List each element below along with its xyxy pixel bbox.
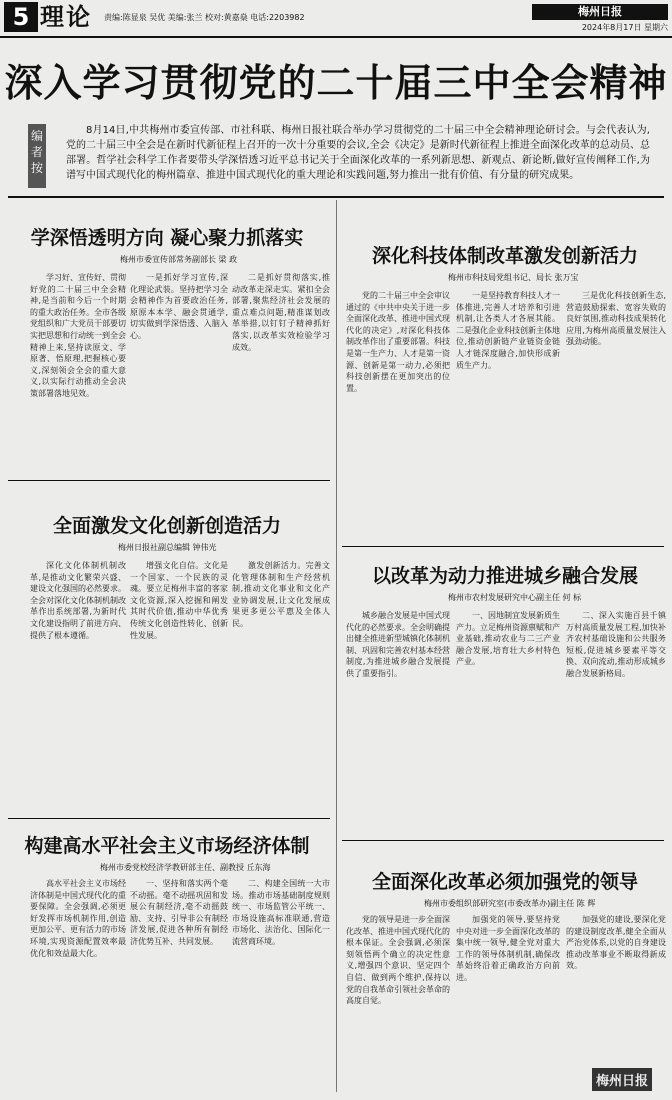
column-divider	[336, 200, 337, 1092]
paragraph: 增强文化自信。文化是一个国家、一个民族的灵魂。要立足梅州丰富的客家文化资源,深入挖掘和阐发其时代价值,推动中华优秀传统文化创造性转化、创新性发展。	[130, 561, 228, 640]
paragraph: 党的二十届三中全会审议通过的《中共中央关于进一步全面深化改革、推进中国式现代化的决定》,对深化科技体制改革作出了重要部署。科技是第一生产力、人才是第一资源、创新是第一动力,必须把科技创新摆在更加突出的位置。	[346, 291, 450, 393]
article-column	[456, 610, 560, 830]
divider	[8, 196, 664, 198]
paragraph: 城乡融合发展是中国式现代化的必然要求。全会明确提出健全推进新型城镇化体制机制、巩固和完善农村基本经营制度,为推进城乡融合发展提供了重要指引。	[346, 611, 450, 678]
paragraph: 二、构建全国统一大市场。推动市场基础制度规则统一、市场监管公平统一、市场设施高标准联通,营造市场化、法治化、国际化一流营商环境。	[232, 879, 330, 946]
paragraph: 一、因地制宜发展新质生产力。立足梅州资源禀赋和产业基础,推动农业与二三产业融合发展,培育壮大乡村特色产业。	[456, 611, 560, 667]
divider	[342, 546, 664, 547]
article-byline: 梅州日报社副总编辑 钟伟光	[118, 543, 217, 552]
article-column	[130, 878, 228, 1092]
article-column	[232, 272, 330, 472]
paragraph: 一是坚持教育科技人才一体推进,完善人才培养和引进机制,让各类人才各展其能。二是强化企业科技创新主体地位,推动创新链产业链资金链人才链深度融合,加快形成新质生产力。	[456, 291, 560, 370]
watermark-logo: 梅州日报	[592, 1068, 652, 1091]
article-column	[30, 878, 126, 1092]
article-column	[456, 914, 560, 1092]
divider	[8, 480, 330, 481]
article-column	[346, 290, 450, 540]
article-column	[30, 272, 126, 472]
article-column	[130, 272, 228, 472]
article-column	[456, 290, 560, 540]
article-title: 全面深化改革必须加强党的领导	[371, 871, 638, 893]
editor-note-label	[28, 124, 46, 188]
article-byline: 梅州市科技局党组书记、局长 张万宝	[448, 273, 579, 282]
article-column	[346, 610, 450, 830]
article-title: 深化科技体制改革激发创新活力	[371, 245, 638, 267]
paragraph: 二、深入实施百县千镇万村高质量发展工程,加快补齐农村基础设施和公共服务短板,促进城乡要素平等交换、双向流动,推动形成城乡融合发展新格局。	[566, 611, 666, 678]
article-column	[566, 290, 666, 540]
paragraph: 加强党的领导,要坚持党中央对进一步全面深化改革的集中统一领导,健全党对重大工作的领导体制机制,确保改革始终沿着正确政治方向前进。	[456, 915, 560, 982]
editor-note-char: 编	[30, 129, 43, 143]
paragraph: 高水平社会主义市场经济体制是中国式现代化的重要保障。全会强调,必须更好发挥市场机制作用,创造更加公平、更有活力的市场环境,实现资源配置效率最优化和效益最大化。	[30, 879, 126, 958]
paragraph: 一、坚持和落实两个毫不动摇。毫不动摇巩固和发展公有制经济,毫不动摇鼓励、支持、引导非公有制经济发展,促进各种所有制经济优势互补、共同发展。	[130, 879, 228, 946]
article-title: 构建高水平社会主义市场经济体制	[24, 835, 310, 857]
divider	[342, 840, 664, 841]
page-number: 5	[4, 2, 38, 32]
paragraph: 二是抓好贯彻落实,推动改革走深走实。紧扣全会部署,聚焦经济社会发展的重点难点问题,精准谋划改革举措,以钉钉子精神抓好落实,以改革实效检验学习成效。	[232, 273, 330, 352]
article-byline: 梅州市委党校经济学教研部主任、副教授 丘东海	[100, 863, 271, 872]
paragraph: 加强党的建设,要深化党的建设制度改革,健全全面从严治党体系,以党的自身建设推动改革事业不断取得新成效。	[566, 915, 666, 971]
editor-note-char: 按	[30, 161, 43, 175]
article-title: 全面激发文化创新创造活力	[52, 515, 281, 537]
article-column	[232, 560, 330, 810]
issue-date: 2024年8月17日 星期六	[581, 23, 668, 32]
article-column	[130, 560, 228, 810]
page-title: 深入学习贯彻党的二十届三中全会精神	[4, 60, 668, 105]
article-byline: 梅州市委宣传部常务副部长 梁 政	[120, 255, 238, 264]
article-column	[566, 914, 666, 1064]
article-title: 学深悟透明方向 凝心聚力抓落实	[30, 227, 304, 249]
article-byline: 梅州市农村发展研究中心副主任 何 标	[448, 593, 582, 602]
paragraph: 一是抓好学习宣传,深化理论武装。坚持把学习全会精神作为首要政治任务,原原本本学、融会贯通学,切实做到学深悟透、入脑入心。	[130, 273, 228, 340]
divider	[8, 818, 330, 819]
paragraph: 深化文化体制机制改革,是推动文化繁荣兴盛、建设文化强国的必然要求。全会对深化文化体制机制改革作出系统部署,为新时代文化建设指明了前进方向、提供了根本遵循。	[30, 561, 126, 640]
article-column	[232, 878, 330, 1092]
section-name: 理论	[40, 3, 92, 31]
masthead	[0, 0, 672, 38]
editor-note-text: 8月14日,中共梅州市委宣传部、市社科联、梅州日报社联合举办学习贯彻党的二十届三中全会精神理论研讨会。与会代表认为,党的二十届三中全会是在新时代新征程上召开的一次十分重要的会议,全会《决定》是新时代新征程上推进全面深化改革的总动员、总部署。哲学社会科学工作者要带头学深悟透习近平总书记关于全面深化改革的一系列新思想、新观点、新论断,做好宣传阐释工作,为谱写中国式现代化的梅州篇章、推进中国式现代化的重大理论和实践问题,努力推出一批有价值、有分量的研究成果。	[66, 125, 650, 181]
editor-note-char: 者	[30, 145, 43, 159]
paragraph: 三是优化科技创新生态,营造鼓励探索、宽容失败的良好氛围,推动科技成果转化应用,为梅州高质量发展注入强劲动能。	[566, 291, 666, 347]
article-column	[30, 560, 126, 810]
article-column	[346, 914, 450, 1092]
newspaper-logo: 梅州日报	[532, 4, 668, 20]
paragraph: 党的领导是进一步全面深化改革、推进中国式现代化的根本保证。全会强调,必须深刻领悟两个确立的决定性意义,增强四个意识、坚定四个自信、做到两个维护,保持以党的自我革命引领社会革命的高度自觉。	[346, 915, 450, 1006]
article-title: 以改革为动力推进城乡融合发展	[371, 565, 638, 587]
article-byline: 梅州市委组织部研究室(市委改革办)副主任 陈 辉	[424, 899, 596, 908]
article-column	[566, 610, 666, 830]
paragraph: 学习好、宣传好、贯彻好党的二十届三中全会精神,是当前和今后一个时期的重大政治任务。全市各级党组织和广大党员干部要切实把思想和行动统一到全会精神上来,坚持读原文、学原著、悟原理,把握核心要义,深刻领会全会的重大意义,以实际行动推动全会决策部署落地见效。	[30, 273, 126, 398]
editor-credits: 责编:陈显泉 吴优 美编:张兰 校对:黄嘉燊 电话:2203982	[104, 13, 305, 22]
paragraph: 激发创新活力。完善文化管理体制和生产经营机制,推动文化事业和文化产业协调发展,让文化发展成果更多更公平惠及全体人民。	[232, 561, 330, 628]
